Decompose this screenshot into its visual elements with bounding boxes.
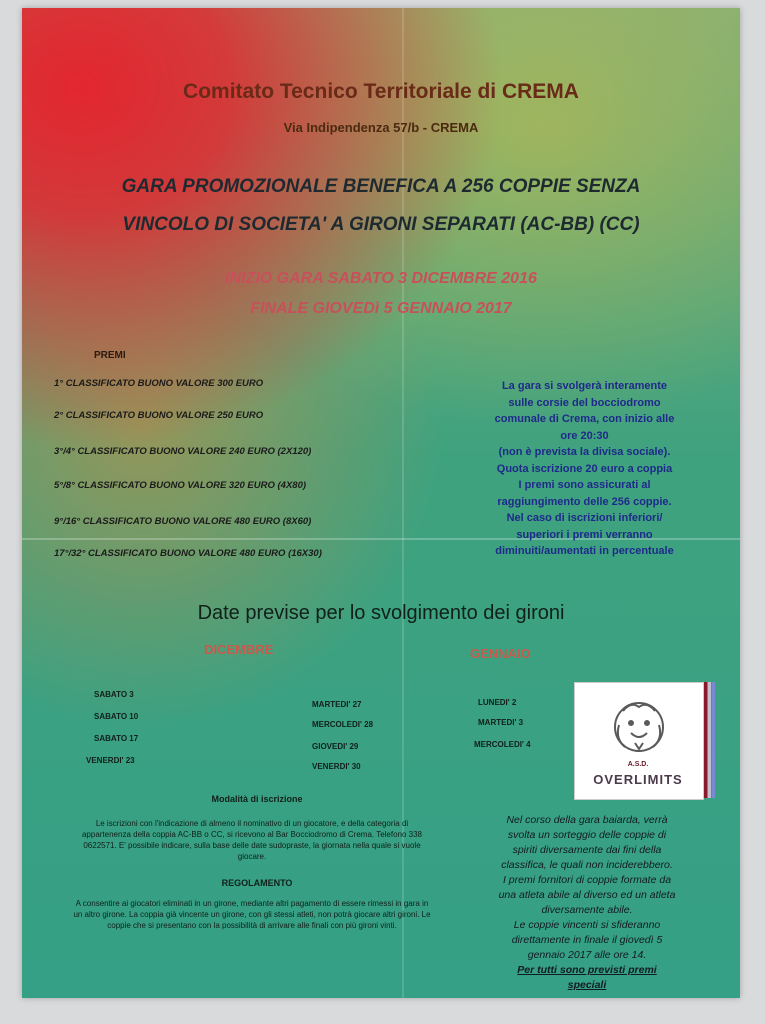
prize-item: 1° CLASSIFICATO BUONO VALORE 300 EURO bbox=[54, 378, 264, 389]
note-line: una atleta abile al diverso ed un atleta bbox=[498, 889, 676, 901]
date-item: VENERDI' 23 bbox=[86, 756, 135, 765]
date-item: SABATO 17 bbox=[94, 734, 139, 743]
address: Via Indipendenza 57/b - CREMA bbox=[283, 120, 479, 135]
note-last-line: speciali bbox=[567, 979, 607, 991]
finals-note bbox=[442, 813, 732, 993]
info-line: (non è prevista la divisa sociale). bbox=[498, 446, 671, 458]
prize-item: 3°/4° CLASSIFICATO BUONO VALORE 240 EURO (2X120) bbox=[54, 446, 312, 457]
info-block bbox=[442, 378, 727, 560]
logo-stripes bbox=[704, 682, 718, 798]
note-line: classifica, le quali non inciderebbero. bbox=[501, 859, 673, 871]
date-item: VENERDI' 30 bbox=[312, 762, 361, 771]
month-december: DICEMBRE bbox=[204, 642, 274, 657]
note-line: direttamente in finale il giovedì 5 bbox=[511, 934, 663, 946]
month-january: GENNAIO bbox=[470, 646, 531, 661]
info-line: Nel caso di iscrizioni inferiori/ bbox=[506, 512, 663, 524]
info-line: diminuiti/aumentati in percentuale bbox=[495, 545, 674, 557]
date-item: MERCOLEDI' 28 bbox=[312, 720, 374, 729]
regolamento-heading: REGOLAMENTO bbox=[221, 878, 293, 888]
logo-name: OVERLIMITS bbox=[593, 772, 683, 787]
info-line: I premi sono assicurati al bbox=[518, 479, 651, 491]
schedule-title: Date previse per lo svolgimento dei gironi bbox=[197, 602, 565, 624]
info-line: sulle corsie del bocciodromo bbox=[508, 396, 661, 409]
date-item: MARTEDI' 3 bbox=[478, 718, 524, 727]
lion-icon bbox=[575, 683, 703, 763]
prize-item: 9°/16° CLASSIFICATO BUONO VALORE 480 EURO (8X60) bbox=[54, 516, 312, 527]
note-line: diversamente abile. bbox=[541, 904, 633, 916]
event-title-line1: GARA PROMOZIONALE BENEFICA A 256 COPPIE SENZA bbox=[121, 176, 641, 197]
regolamento-text: A consentire ai giocatori eliminati in un girone, mediante altri pagamento di essere rimessi in gara in un altro girone. La coppia già vincente un girone, con gli stessi atleti, non potrà giocare altri gironi. Le coppie che si presentano con la possibilità di arrivare alle finali con più gironi vinti. bbox=[73, 899, 431, 930]
info-line: La gara si svolgerà interamente bbox=[501, 380, 668, 392]
prize-item: 2° CLASSIFICATO BUONO VALORE 250 EURO bbox=[54, 410, 264, 421]
prize-item: 17°/32° CLASSIFICATO BUONO VALORE 480 EURO (16X30) bbox=[54, 548, 322, 559]
note-line: Nel corso della gara baiarda, verrà bbox=[506, 814, 668, 826]
note-line: I premi fornitori di coppie formate da bbox=[502, 874, 672, 886]
modalita-heading: Modalità di iscrizione bbox=[211, 794, 303, 804]
note-line: Le coppie vincenti si sfideranno bbox=[513, 919, 661, 931]
date-item: LUNEDI' 2 bbox=[478, 698, 517, 707]
prize-item: 5°/8° CLASSIFICATO BUONO VALORE 320 EURO (4X80) bbox=[54, 480, 307, 491]
info-line: comunale di Crema, con inizio alle bbox=[494, 413, 675, 425]
prizes-heading: PREMI bbox=[94, 350, 126, 361]
date-item: GIOVEDI' 29 bbox=[312, 742, 359, 751]
date-item: SABATO 3 bbox=[94, 690, 134, 699]
note-line: gennaio 2017 alle ore 14. bbox=[527, 949, 647, 961]
note-final-line: Per tutti sono previsti premi bbox=[517, 964, 657, 976]
note-line: svolta un sorteggio delle coppie di bbox=[507, 829, 667, 841]
date-item: SABATO 10 bbox=[94, 712, 139, 721]
modalita-text: Le iscrizioni con l'indicazione di almeno il nominativo di un giocatore, e della categoria di appartenenza della coppia AC-BB o CC, si ricevono al Bar Bocciodromo di Crema. Telefono 338 0622571. E' possibile indicare, sulla base delle date sudopraste, la giornata nella quale si vuole giocare. bbox=[81, 819, 423, 861]
note-line: spiriti diversamente dai fini della bbox=[512, 844, 662, 856]
poster bbox=[22, 8, 740, 998]
info-line: raggiungimento delle 256 coppie. bbox=[497, 495, 672, 508]
info-line: ore 20:30 bbox=[560, 429, 609, 442]
info-line: Quota iscrizione 20 euro a coppia bbox=[496, 462, 673, 475]
logo-asd: A.S.D. bbox=[627, 761, 649, 768]
event-start: INIZIO GARA SABATO 3 DICEMBRE 2016 bbox=[225, 270, 537, 287]
committee-title: Comitato Tecnico Territoriale di CREMA bbox=[183, 80, 579, 103]
logo-stripe bbox=[704, 682, 707, 798]
info-line: superiori i premi verranno bbox=[516, 528, 653, 541]
date-item: MARTEDI' 27 bbox=[312, 700, 362, 709]
logo-stripe bbox=[712, 682, 715, 798]
logo-stripe bbox=[708, 682, 711, 798]
event-final: FINALE GIOVEDì 5 GENNAIO 2017 bbox=[250, 300, 512, 317]
date-item: MERCOLEDI' 4 bbox=[474, 740, 531, 749]
event-title-line2: VINCOLO DI SOCIETA' A GIRONI SEPARATI (AC-BB) (CC) bbox=[122, 214, 640, 235]
